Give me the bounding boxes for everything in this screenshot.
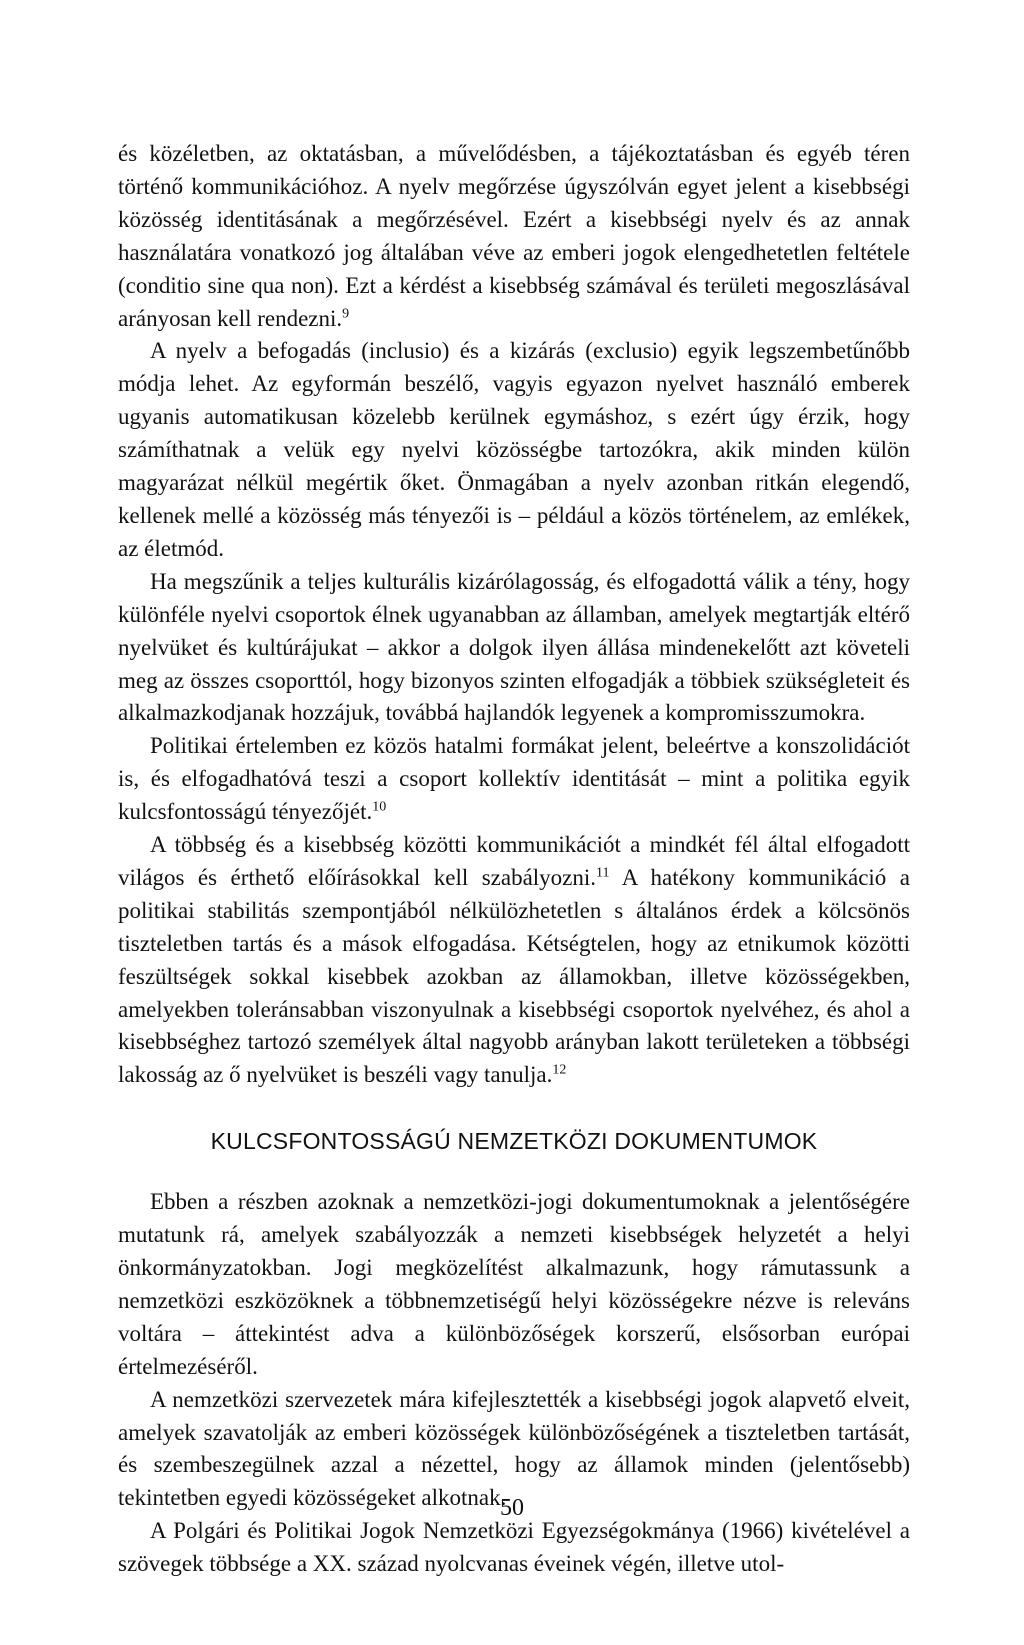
- paragraph-text: Politikai értelemben ez közös hatalmi formákat jelent, beleértve a konszolidációt is, és elfogadhatóvá teszi a csoport kollektív identitását – mint a politika egyik kulcsfontosságú tényezőjét.: [118, 733, 910, 825]
- footnote-ref-9: 9: [342, 305, 350, 321]
- paragraph-5: [118, 829, 910, 1092]
- paragraph-text-continued: A hatékony kommunikáció a politikai stabilitás szempontjából nélkülözhetetlen s általános érdek a kölcsönös tiszteletben tartás és a mások elfogadása. Kétségtelen, hogy az etnikumok közötti feszültségek sokkal kisebbek azokban az államokban, illetve közösségekben, amelyekben toleránsabban viszonyulnak a kisebbségi csoportok nyelvéhez, és ahol a kisebbséghez tartozó személyek által nagyobb arányban lakott területeken a többségi lakosság az ő nyelvüket is beszéli vagy tanulja.: [118, 864, 910, 1088]
- footnote-ref-12: 12: [552, 1062, 567, 1078]
- section-heading: KULCSFONTOSSÁGÚ NEMZETKÖZI DOKUMENTUMOK: [210, 1128, 818, 1155]
- paragraph-text: A Polgári és Politikai Jogok Nemzetközi Egyezségokmánya (1966) kivételével a szövegek többsége a XX. század nyolcvanas éveinek végén, illetve utol-: [118, 1518, 910, 1577]
- paragraph-1: [118, 138, 910, 335]
- paragraph-text: és közéletben, az oktatásban, a művelődésben, a tájékoztatásban és egyéb téren történő kommunikációhoz. A nyelv megőrzése úgyszólván egyet jelent a kisebbségi közösség identitásának a megőrzésével. Ezért a kisebbségi nyelv és az annak használatára vonatkozó jog általában véve az emberi jogok elengedhetetlen feltétele (conditio sine qua non). Ezt a kérdést a kisebbség számával és területi megoszlásával arányosan kell rendezni.: [118, 141, 910, 331]
- paragraph-3: [118, 566, 910, 731]
- paragraph-text: Ebben a részben azoknak a nemzetközi-jogi dokumentumoknak a jelentőségére mutatunk rá, amelyek szabályozzák a nemzeti kisebbségek helyzetét a helyi önkormányzatokban. Jogi megközelítést alkalmazunk, hogy rámutassunk a nemzetközi eszközöknek a többnemzetiségű helyi közösségekre nézve is releváns voltára – áttekintést adva a különbözőségek korszerű, elsősorban európai értelmezéséről.: [118, 1189, 910, 1379]
- paragraph-4: [118, 730, 910, 829]
- paragraph-text: Ha megszűnik a teljes kulturális kizárólagosság, és elfogadottá válik a tény, hogy különféle nyelvi csoportok élnek ugyanabban az államban, amelyek megtartják eltérő nyelvüket és kultúrájukat – akkor a dolgok ilyen állása mindenekelőtt azt követeli meg az összes csoporttól, hogy bizonyos szinten elfogadják a többiek szükségleteit és alkalmazkodjanak hozzájuk, továbbá hajlandók legyenek a kompromisszumokra.: [118, 568, 910, 726]
- footnote-ref-10: 10: [372, 799, 387, 815]
- page-number: 50: [500, 1495, 524, 1521]
- footnote-ref-11: 11: [596, 865, 610, 881]
- body-text: [118, 138, 910, 1581]
- paragraph-text: A többség és a kisebbség közötti kommunikációt a mindkét fél által elfogadott világos és érthető előírásokkal kell szabályozni.: [118, 832, 910, 890]
- paragraph-2: [118, 335, 910, 565]
- paragraph-text: A nyelv a befogadás (inclusio) és a kizárás (exclusio) egyik legszembetűnőbb módja lehet. Az egyformán beszélő, vagyis egyazon nyelvet használó emberek ugyanis automatikusan közelebb kerülnek egymáshoz, s ezért úgy érzik, hogy számíthatnak a velük egy nyelvi közösségbe tartozókra, akik minden külön magyarázat nélkül megértik őket. Önmagában a nyelv azonban ritkán elegendő, kellenek mellé a közösség más tényezői is – például a közös történelem, az emlékek, az életmód.: [118, 338, 910, 561]
- paragraph-6: [118, 1186, 910, 1383]
- paragraph-8: [118, 1515, 910, 1581]
- paragraph-text: A nemzetközi szervezetek mára kifejlesztették a kisebbségi jogok alapvető elveit, amelyek szavatolják az emberi közösségek különbözőségének a tiszteletben tartását, és szembeszegülnek azzal a nézettel, hogy az államok minden (jelentősebb) tekintetben egyedi közösségeket alkotnak.: [118, 1386, 910, 1511]
